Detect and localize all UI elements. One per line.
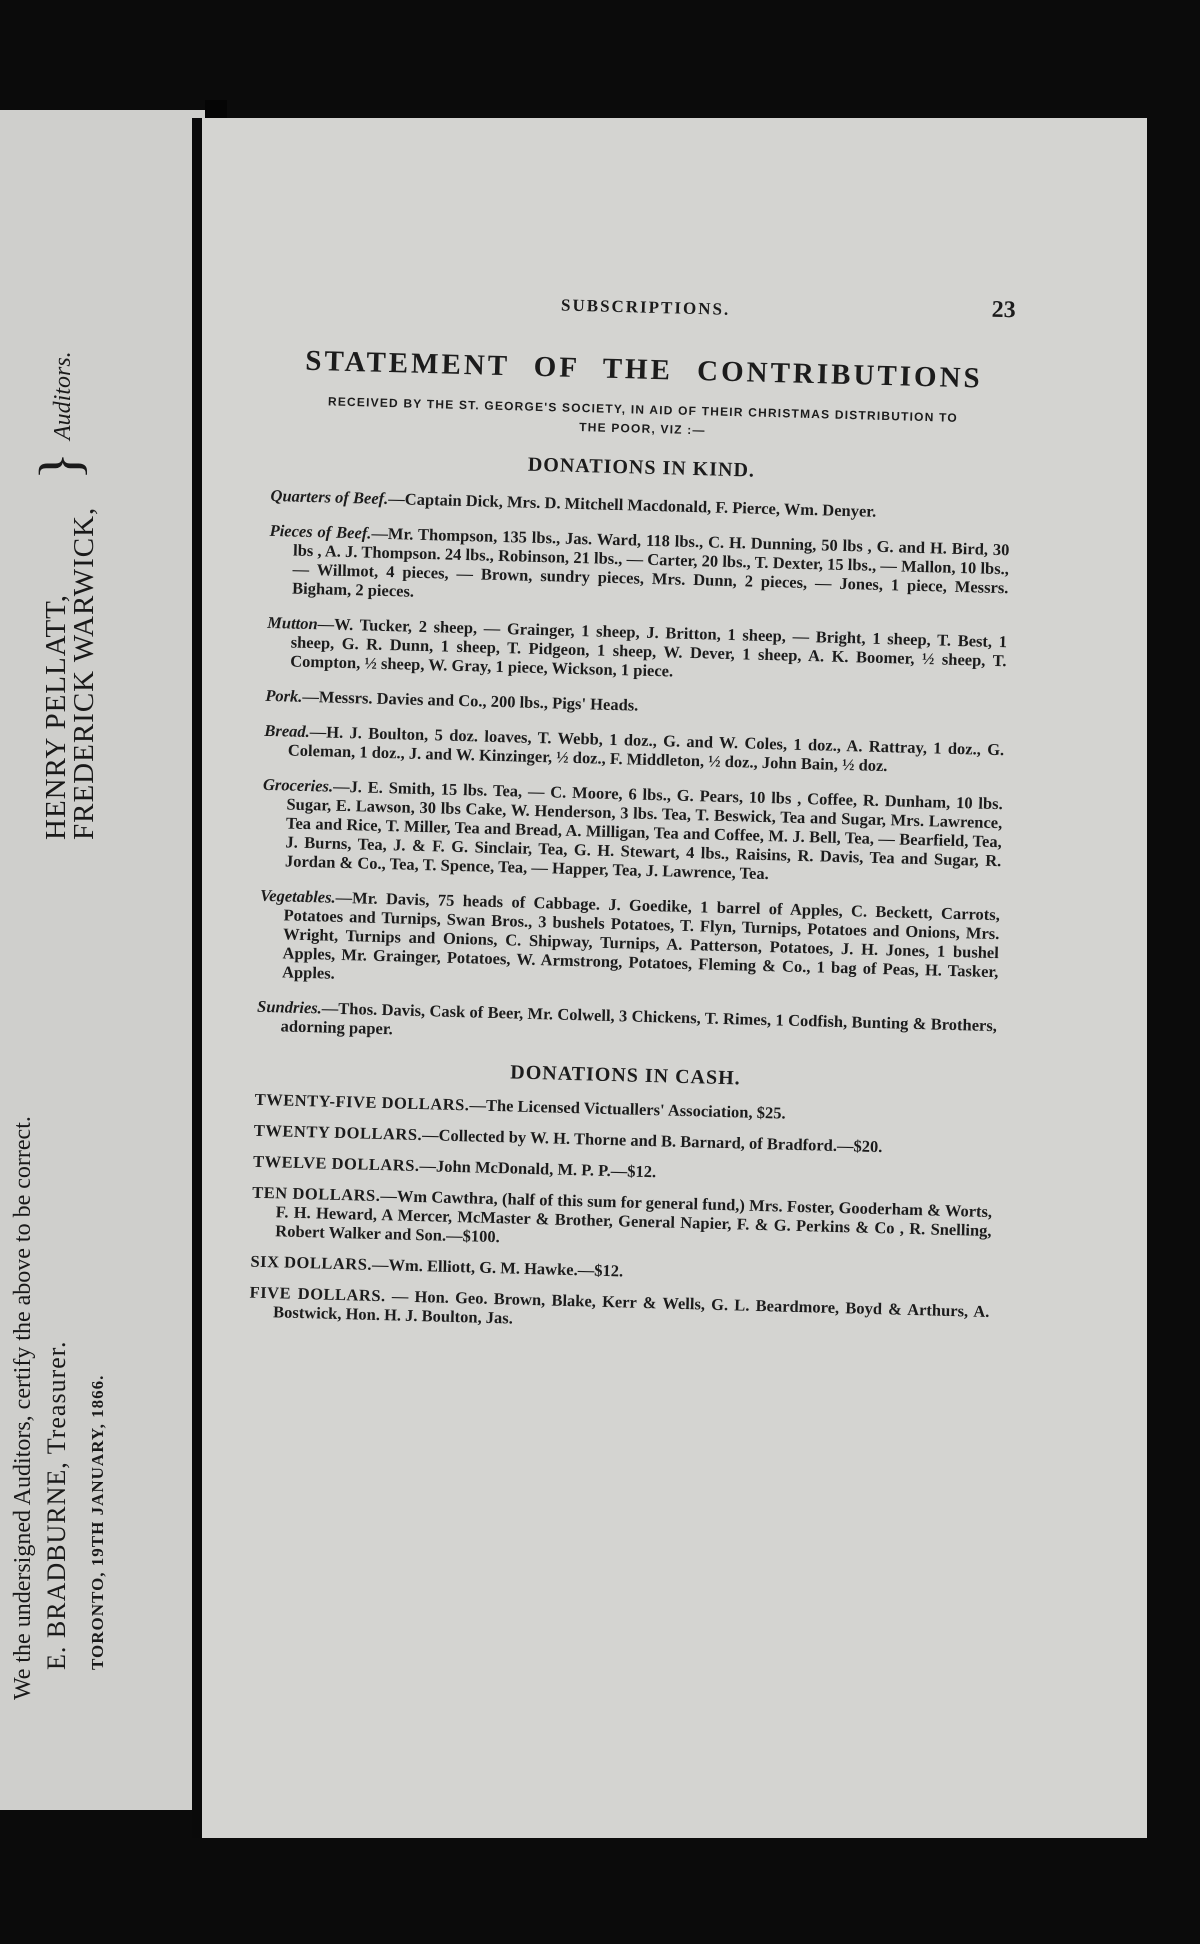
kind-entry	[264, 721, 1005, 778]
cash-entry-text: — Hon. Geo. Brown, Blake, Kerr & Wells, G. L. Beardmore, Boyd & Arthurs, A. Bostwick, Hon. H. J. Boulton, Jas.	[272, 1286, 990, 1328]
right-page	[192, 118, 1147, 1838]
kind-entry-lead: Sundries.	[256, 996, 323, 1018]
cash-entry-text: —Collected by W. H. Thorne and B. Barnard, of Bradford.—$20.	[421, 1125, 883, 1157]
kind-entry-text: —Captain Dick, Mrs. D. Mitchell Macdonald, F. Pierce, Wm. Denyer.	[388, 489, 877, 521]
kind-entry	[266, 613, 1007, 689]
kind-entry-text: —Thos. Davis, Cask of Beer, Mr. Colwell, 3 Chickens, T. Rimes, 1 Codfish, Bunting & Brothers, adorning paper.	[280, 998, 998, 1039]
auditors-label: Auditors.	[50, 351, 76, 440]
cash-entry-lead: TWENTY DOLLARS.	[253, 1120, 423, 1145]
auditor-name-2: FREDERICK WARWICK,	[68, 506, 100, 840]
kind-heading: DONATIONS IN KIND.	[527, 453, 756, 482]
kind-entry-lead: Mutton	[266, 612, 318, 634]
cash-list	[249, 1090, 995, 1340]
cash-entry-text: —Wm Cawthra, (half of this sum for general fund,) Mrs. Foster, Gooderham & Worts, F. H. Heward, A Mercer, McMaster & Brother, General Napier, F. & G. Perkins & Co , R. Snelling, Robert Walker and Son.—$100.	[275, 1186, 993, 1247]
left-page-rotated-text	[0, 270, 200, 1710]
kind-entry-lead: Pieces of Beef.	[269, 520, 372, 543]
kind-entry-text: —Mr. Thompson, 135 lbs., Jas. Ward, 118 lbs., C. H. Dunning, 50 lbs , G. and H. Bird, 30 lbs , A. J. Thompson. 24 lbs., Robinson, 21 lbs., — Carter, 20 lbs., T. Dexter, 15 lbs., — Mallon, 10 lbs., — Willmot, 4 pieces, — Brown, sundry pieces, Mrs. Dunn, 2 pieces, — Jones, 1 piece, Messrs. Bigham, 2 pieces.	[291, 523, 1010, 601]
running-head: SUBSCRIPTIONS.	[560, 295, 731, 319]
cash-entry-lead: TWELVE DOLLARS.	[252, 1151, 420, 1176]
cash-entry-text: —John McDonald, M. P. P.—$12.	[419, 1156, 657, 1182]
cash-heading: DONATIONS IN CASH.	[510, 1061, 741, 1090]
kind-entry	[270, 486, 1010, 524]
kind-entry-lead: Vegetables.	[259, 885, 336, 907]
cash-entry-text: —The Licensed Victuallers' Association, $25.	[469, 1095, 786, 1123]
page-number: 23	[991, 296, 1017, 324]
auditors-certification: We the undersigned Auditors, certify the above to be correct.	[10, 1116, 36, 1700]
kind-entry	[265, 686, 1005, 724]
cash-entry-lead: TWENTY-FIVE DOLLARS.	[254, 1089, 470, 1115]
kind-entry	[258, 886, 1000, 1000]
cash-entry	[249, 1283, 990, 1340]
kind-entry-lead: Groceries.	[262, 774, 334, 796]
left-page	[0, 110, 205, 1810]
kind-entry-lead: Pork.	[265, 685, 303, 706]
cash-entry-lead: TEN DOLLARS.	[252, 1182, 381, 1206]
kind-entry	[268, 521, 1010, 616]
cash-entry	[251, 1183, 992, 1259]
kind-entry-text: —J. E. Smith, 15 lbs. Tea, — C. Moore, 6 lbs., G. Pears, 10 lbs , Coffee, R. Dunham, 10 lbs. Sugar, E. Lawson, 30 lbs Cake, W. Henderson, 3 lbs. Tea, T. Beswick, Tea and Sugar, Mrs. Lawrence, Tea and Rice, T. Miller, Tea and Bread, A. Milligan, Tea and Coffee, M. J. Bell, Tea, — Bearfield, Tea, J. Burns, Tea, J. & F. G. Sinclair, Tea, G. H. Stewart, 4 lbs., Raisins, R. Davis, Tea and Sugar, R. Jordan & Co., Tea, T. Spence, Tea, — Happer, Tea, J. Lawrence, Tea.	[284, 776, 1003, 884]
kind-entry-lead: Bread.	[264, 720, 311, 742]
cash-entry-lead: FIVE DOLLARS.	[249, 1282, 386, 1306]
date-line: TORONTO, 19TH JANUARY, 1866.	[88, 1374, 107, 1670]
treasurer-signature: E. BRADBURNE, Treasurer.	[42, 1340, 71, 1670]
kind-entry-lead: Quarters of Beef.	[270, 485, 389, 509]
kind-entry	[256, 997, 997, 1054]
cash-entry	[254, 1121, 994, 1159]
brace-glyph: }	[27, 452, 92, 480]
page-title: STATEMENT OF THE CONTRIBUTIONS	[304, 344, 984, 395]
kind-list	[256, 486, 1010, 1054]
page-content	[249, 288, 1016, 1340]
cash-entry	[250, 1252, 990, 1290]
kind-entry-text: —Messrs. Davies and Co., 200 lbs., Pigs' Heads.	[302, 686, 639, 715]
kind-entry-text: —Mr. Davis, 75 heads of Cabbage. J. Goedike, 1 barrel of Apples, C. Beckett, Carrots, Potatoes and Turnips, Swan Bros., 3 bushels Potatoes, T. Flyn, Turnips, Potatoes and Onions, Mrs. Wright, Turnips and Onions, C. Shipway, Turnips, A. Patterson, Potatoes, J. H. Jones, 1 bushel Apples, Mr. Grainger, Potatoes, W. Armstrong, Potatoes, Fleming & Co., 1 bag of Peas, H. Tasker, Apples.	[281, 887, 1001, 983]
cash-entry	[253, 1152, 993, 1190]
page-subtitle: RECEIVED BY THE ST. GEORGE'S SOCIETY, IN AID OF THEIR CHRISTMAS DISTRIBUTION TO THE POOR, VIZ :—	[327, 394, 959, 438]
kind-entry-text: —W. Tucker, 2 sheep, — Grainger, 1 sheep, J. Britton, 1 sheep, — Bright, 1 sheep, T. Best, 1 sheep, G. R. Dunn, 1 sheep, T. Pidgeon, 1 sheep, W. Dever, 1 sheep, A. K. Boomer, ½ sheep, T. Compton, ½ sheep, W. Gray, 1 piece, Wickson, 1 piece.	[289, 614, 1008, 681]
cash-entry	[255, 1090, 995, 1128]
cash-entry-text: —Wm. Elliott, G. M. Hawke.—$12.	[371, 1254, 624, 1281]
auditor-name-1: HENRY PELLATT,	[40, 594, 72, 840]
kind-entry-text: —H. J. Boulton, 5 doz. loaves, T. Webb, 1 doz., G. and W. Coles, 1 doz., A. Rattray, 1 doz., G. Coleman, 1 doz., J. and W. Kinzinger, ½ doz., F. Middleton, ½ doz., John Bain, ½ doz.	[287, 722, 1005, 776]
cash-entry-lead: SIX DOLLARS.	[250, 1251, 373, 1274]
kind-entry	[261, 775, 1003, 889]
